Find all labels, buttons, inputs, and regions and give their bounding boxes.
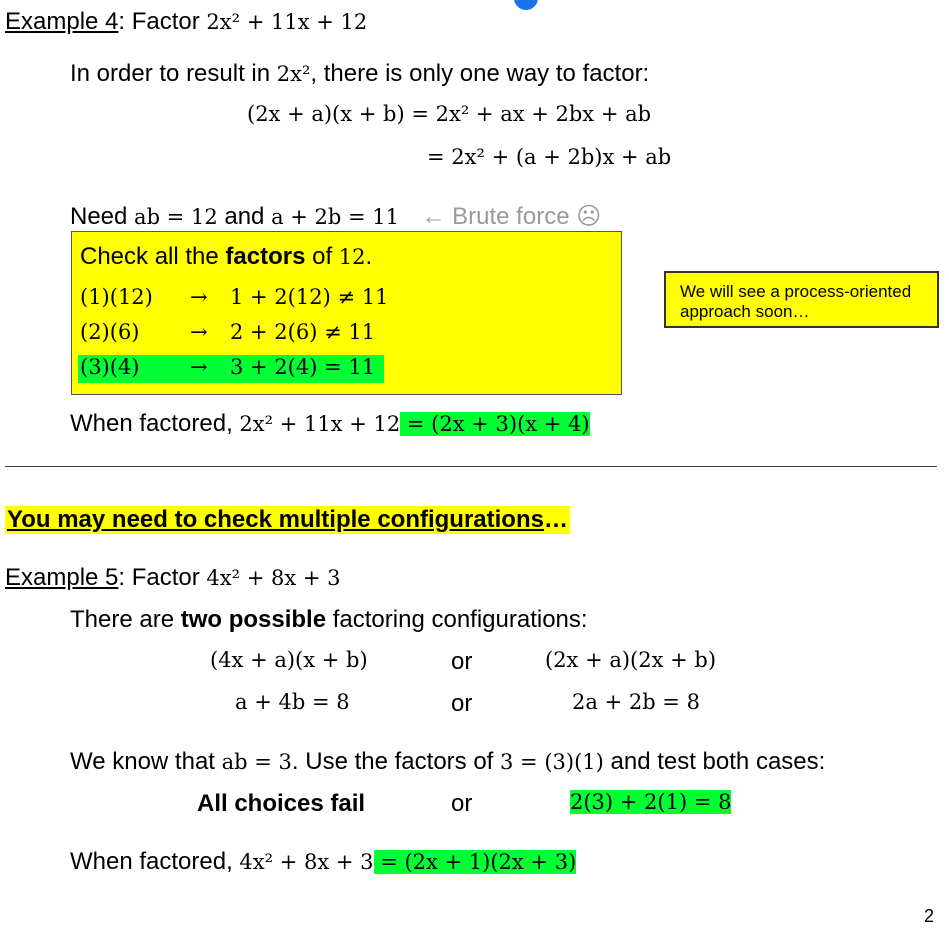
- when-factored-text: When factored,: [70, 410, 240, 437]
- know-text-b: . Use the factors of: [291, 748, 501, 775]
- factor-row-correct: [80, 355, 375, 379]
- factor-test: 1 + 2(12) ≠ 11: [230, 285, 389, 309]
- know-line: [70, 748, 825, 776]
- check-text-c: of: [305, 243, 339, 270]
- brute-force-note: ← Brute force ☹: [421, 203, 602, 230]
- intro-text-c: factoring configurations:: [326, 606, 588, 633]
- section-divider: [5, 466, 937, 467]
- intro-math: 2x²: [276, 62, 311, 86]
- factor-pair: (3)(4): [80, 355, 140, 379]
- example-4-result: [70, 410, 590, 438]
- when-factored-text: When factored,: [70, 848, 240, 875]
- multiple-configurations-banner: [5, 506, 570, 534]
- need-line: [70, 202, 601, 231]
- example-5-colon: : Factor: [118, 564, 207, 591]
- configuration-2: (2x + a)(2x + b): [545, 648, 717, 672]
- factor-pair: (1)(12): [80, 285, 153, 309]
- factor-test: 3 + 2(4) = 11: [230, 355, 376, 379]
- example-5-heading: [5, 564, 341, 592]
- example-4-heading: [5, 8, 367, 36]
- cursor-dot: [514, 0, 538, 10]
- example-4-label: Example 4: [5, 8, 119, 35]
- page-number: 2: [924, 906, 935, 926]
- factor-test: 2 + 2(6) ≠ 11: [230, 320, 376, 344]
- intro-text-a: There are: [70, 606, 181, 633]
- example-5-result: [70, 848, 576, 876]
- check-text-a: Check all the: [80, 243, 226, 270]
- passing-case: 2(3) + 2(1) = 8: [570, 790, 732, 814]
- intro-text-a: In order to result in: [70, 60, 277, 87]
- sum-condition-1: a + 4b = 8: [235, 690, 350, 714]
- need-and: and: [217, 203, 272, 230]
- arrow-icon: →: [190, 285, 208, 309]
- or-label: or: [451, 648, 473, 675]
- know-math-1: ab = 3: [221, 750, 292, 774]
- need-text: Need: [70, 203, 135, 230]
- process-note-callout: We will see a process-oriented approach soon…: [664, 271, 939, 328]
- configuration-1: (4x + a)(x + b): [210, 648, 368, 672]
- know-text-a: We know that: [70, 748, 222, 775]
- factor-pair: (2)(6): [80, 320, 140, 344]
- when-factored-expr: 4x² + 8x + 3: [239, 850, 374, 874]
- example-4-colon: : Factor: [118, 8, 207, 35]
- example-5-expression: 4x² + 8x + 3: [206, 566, 341, 590]
- all-choices-fail: All choices fail: [197, 790, 366, 817]
- example-4-expression: 2x² + 11x + 12: [206, 10, 368, 34]
- need-math-1: ab = 12: [134, 205, 218, 229]
- arrow-icon: →: [190, 320, 208, 344]
- banner-ellipsis: …: [543, 506, 568, 533]
- example-4-intro: [70, 60, 649, 88]
- check-factors-bold: factors: [225, 243, 306, 270]
- factored-answer: = (2x + 1)(2x + 3): [373, 850, 577, 874]
- banner-text: You may need to check multiple configurations: [7, 506, 544, 533]
- intro-text-b: , there is only one way to factor:: [310, 60, 650, 87]
- need-math-2: a + 2b = 11: [271, 205, 400, 229]
- check-number: 12: [338, 245, 366, 269]
- check-period: .: [365, 243, 373, 270]
- when-factored-expr: 2x² + 11x + 12: [239, 412, 401, 436]
- factored-answer: = (2x + 3)(x + 4): [400, 412, 590, 436]
- or-label: or: [451, 690, 473, 717]
- example-5-intro: [70, 606, 588, 634]
- expansion-line-1: (2x + a)(x + b) = 2x² + ax + 2bx + ab: [247, 102, 652, 126]
- know-text-c: and test both cases:: [603, 748, 826, 775]
- or-label: or: [451, 790, 473, 817]
- arrow-icon: →: [190, 355, 208, 379]
- factor-row: [80, 285, 388, 309]
- know-math-2: 3 = (3)(1): [500, 750, 604, 774]
- intro-bold: two possible: [180, 606, 327, 633]
- example-5-label: Example 5: [5, 564, 119, 591]
- sum-condition-2: 2a + 2b = 8: [572, 690, 700, 714]
- factor-row: [80, 320, 375, 344]
- check-factors-line: [80, 243, 372, 271]
- expansion-line-2: = 2x² + (a + 2b)x + ab: [427, 145, 672, 169]
